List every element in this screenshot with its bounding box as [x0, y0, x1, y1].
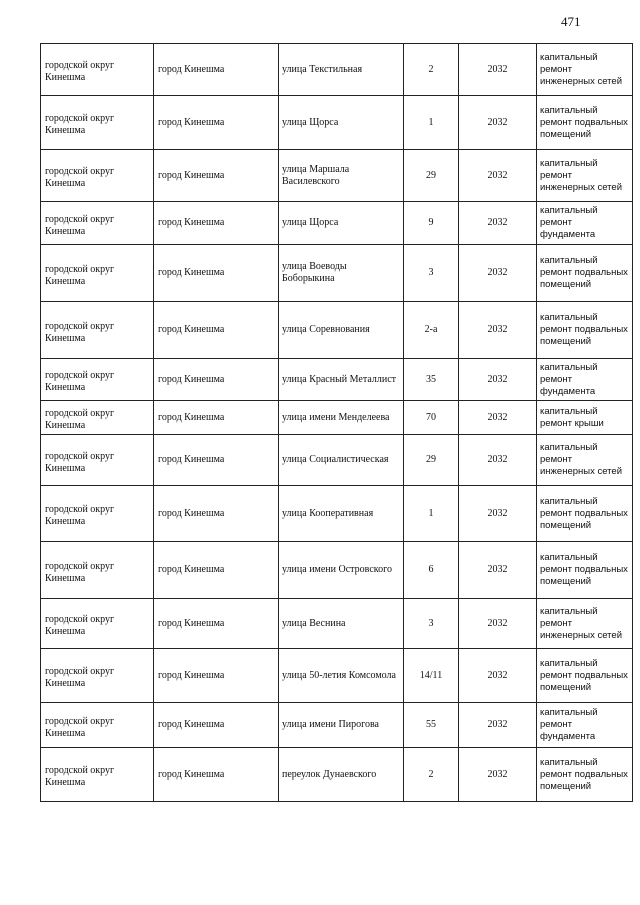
- work-type-cell: капитальный ремонт фундамента: [537, 359, 633, 401]
- district-cell: городской округ Кинешма: [41, 150, 154, 202]
- district-cell: городской округ Кинешма: [41, 202, 154, 245]
- street-cell: улица Соревнования: [279, 302, 404, 359]
- district-cell: городской округ Кинешма: [41, 401, 154, 435]
- year-cell: 2032: [459, 486, 537, 542]
- city-cell: город Кинешма: [154, 486, 279, 542]
- year-cell: 2032: [459, 435, 537, 486]
- year-cell: 2032: [459, 302, 537, 359]
- city-cell: город Кинешма: [154, 44, 279, 96]
- district-cell: городской округ Кинешма: [41, 96, 154, 150]
- house-number-cell: 70: [404, 401, 459, 435]
- page-number: 471: [561, 14, 581, 29]
- street-cell: улица имени Островского: [279, 542, 404, 599]
- house-number-cell: 2: [404, 748, 459, 802]
- table-row: [41, 542, 633, 599]
- district-cell: городской округ Кинешма: [41, 302, 154, 359]
- house-number-cell: 14/11: [404, 649, 459, 703]
- work-type-cell: капитальный ремонт подвальных помещений: [537, 748, 633, 802]
- work-type-cell: капитальный ремонт инженерных сетей: [537, 150, 633, 202]
- house-number-cell: 2-а: [404, 302, 459, 359]
- work-type-cell: капитальный ремонт подвальных помещений: [537, 486, 633, 542]
- table-row: [41, 202, 633, 245]
- district-cell: городской округ Кинешма: [41, 703, 154, 748]
- street-cell: улица имени Пирогова: [279, 703, 404, 748]
- table-row: [41, 599, 633, 649]
- street-cell: улица Маршала Василевского: [279, 150, 404, 202]
- year-cell: 2032: [459, 96, 537, 150]
- city-cell: город Кинешма: [154, 542, 279, 599]
- city-cell: город Кинешма: [154, 245, 279, 302]
- year-cell: 2032: [459, 748, 537, 802]
- table-row: [41, 44, 633, 96]
- city-cell: город Кинешма: [154, 150, 279, 202]
- year-cell: 2032: [459, 44, 537, 96]
- year-cell: 2032: [459, 359, 537, 401]
- street-cell: переулок Дунаевского: [279, 748, 404, 802]
- district-cell: городской округ Кинешма: [41, 486, 154, 542]
- table-row: [41, 302, 633, 359]
- city-cell: город Кинешма: [154, 703, 279, 748]
- work-type-cell: капитальный ремонт инженерных сетей: [537, 435, 633, 486]
- city-cell: город Кинешма: [154, 649, 279, 703]
- district-cell: городской округ Кинешма: [41, 245, 154, 302]
- city-cell: город Кинешма: [154, 748, 279, 802]
- work-type-cell: капитальный ремонт подвальных помещений: [537, 302, 633, 359]
- city-cell: город Кинешма: [154, 401, 279, 435]
- work-type-cell: капитальный ремонт инженерных сетей: [537, 44, 633, 96]
- table-row: [41, 748, 633, 802]
- year-cell: 2032: [459, 542, 537, 599]
- city-cell: город Кинешма: [154, 96, 279, 150]
- street-cell: улица Красный Металлист: [279, 359, 404, 401]
- street-cell: улица Щорса: [279, 96, 404, 150]
- street-cell: улица Щорса: [279, 202, 404, 245]
- house-number-cell: 2: [404, 44, 459, 96]
- year-cell: 2032: [459, 245, 537, 302]
- district-cell: городской округ Кинешма: [41, 649, 154, 703]
- house-number-cell: 29: [404, 435, 459, 486]
- repair-schedule-table: [40, 43, 633, 802]
- street-cell: улица Веснина: [279, 599, 404, 649]
- street-cell: улица Текстильная: [279, 44, 404, 96]
- work-type-cell: капитальный ремонт фундамента: [537, 202, 633, 245]
- district-cell: городской округ Кинешма: [41, 542, 154, 599]
- table-row: [41, 359, 633, 401]
- street-cell: улица Социалистическая: [279, 435, 404, 486]
- city-cell: город Кинешма: [154, 359, 279, 401]
- house-number-cell: 29: [404, 150, 459, 202]
- work-type-cell: капитальный ремонт фундамента: [537, 703, 633, 748]
- city-cell: город Кинешма: [154, 202, 279, 245]
- table-row: [41, 401, 633, 435]
- street-cell: улица Кооперативная: [279, 486, 404, 542]
- work-type-cell: капитальный ремонт подвальных помещений: [537, 245, 633, 302]
- year-cell: 2032: [459, 401, 537, 435]
- house-number-cell: 55: [404, 703, 459, 748]
- table-row: [41, 486, 633, 542]
- year-cell: 2032: [459, 150, 537, 202]
- house-number-cell: 1: [404, 96, 459, 150]
- street-cell: улица имени Менделеева: [279, 401, 404, 435]
- city-cell: город Кинешма: [154, 302, 279, 359]
- table-row: [41, 703, 633, 748]
- year-cell: 2032: [459, 703, 537, 748]
- house-number-cell: 1: [404, 486, 459, 542]
- year-cell: 2032: [459, 202, 537, 245]
- district-cell: городской округ Кинешма: [41, 599, 154, 649]
- district-cell: городской округ Кинешма: [41, 44, 154, 96]
- house-number-cell: 3: [404, 599, 459, 649]
- year-cell: 2032: [459, 649, 537, 703]
- work-type-cell: капитальный ремонт крыши: [537, 401, 633, 435]
- house-number-cell: 3: [404, 245, 459, 302]
- table-row: [41, 245, 633, 302]
- district-cell: городской округ Кинешма: [41, 359, 154, 401]
- city-cell: город Кинешма: [154, 435, 279, 486]
- work-type-cell: капитальный ремонт подвальных помещений: [537, 96, 633, 150]
- table-row: [41, 649, 633, 703]
- table-row: [41, 96, 633, 150]
- house-number-cell: 6: [404, 542, 459, 599]
- work-type-cell: капитальный ремонт подвальных помещений: [537, 649, 633, 703]
- work-type-cell: капитальный ремонт инженерных сетей: [537, 599, 633, 649]
- street-cell: улица Воеводы Боборыкина: [279, 245, 404, 302]
- district-cell: городской округ Кинешма: [41, 748, 154, 802]
- house-number-cell: 35: [404, 359, 459, 401]
- district-cell: городской округ Кинешма: [41, 435, 154, 486]
- city-cell: город Кинешма: [154, 599, 279, 649]
- street-cell: улица 50-летия Комсомола: [279, 649, 404, 703]
- house-number-cell: 9: [404, 202, 459, 245]
- table-row: [41, 150, 633, 202]
- table-row: [41, 435, 633, 486]
- year-cell: 2032: [459, 599, 537, 649]
- work-type-cell: капитальный ремонт подвальных помещений: [537, 542, 633, 599]
